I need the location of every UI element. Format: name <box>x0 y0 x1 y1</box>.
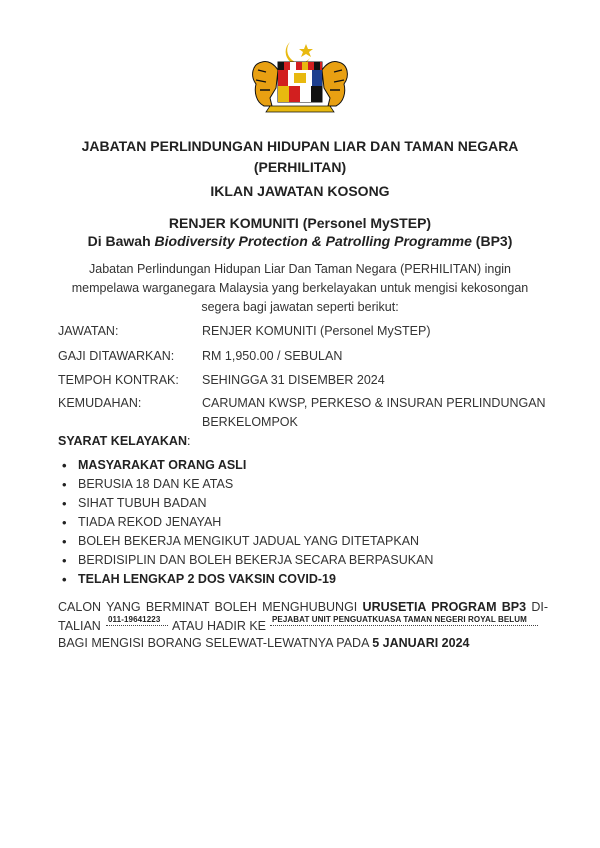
office-name: PEJABAT UNIT PENGUATKUASA TAMAN NEGERI ROYAL BELUM <box>272 615 527 624</box>
deadline-date: 5 JANUARI 2024 <box>372 636 470 650</box>
position-heading <box>40 214 560 250</box>
detail-value: RENJER KOMUNITI (Personel MySTEP) <box>202 324 431 338</box>
contact-line-1: CALON YANG BERMINAT BOLEH MENGHUBUNGI URUSETIA PROGRAM BP3 DI- <box>58 600 548 614</box>
list-item: • TELAH LENGKAP 2 DOS VAKSIN COVID-19 <box>58 570 538 589</box>
contact-line-3: BAGI MENGISI BORANG SELEWAT-LEWATNYA PADA 5 JANUARI 2024 <box>58 636 470 650</box>
department-acronym: (PERHILITAN) <box>253 159 347 175</box>
office-dotted-line <box>270 624 538 626</box>
detail-label: TEMPOH KONTRAK: <box>58 373 179 387</box>
ad-title: IKLAN JAWATAN KOSONG <box>210 183 390 199</box>
list-item: • MASYARAKAT ORANG ASLI <box>58 456 538 475</box>
list-item: • BERDISIPLIN DAN BOLEH BEKERJA SECARA BERPASUKAN <box>58 551 538 570</box>
department-name: JABATAN PERLINDUNGAN HIDUPAN LIAR DAN TAMAN NEGARA <box>81 138 519 154</box>
requirements-heading: SYARAT KELAYAKAN: <box>58 434 191 448</box>
detail-label: KEMUDAHAN: <box>58 396 142 410</box>
detail-label: JAWATAN: <box>58 324 119 338</box>
list-item: • BOLEH BEKERJA MENGIKUT JADUAL YANG DITETAPKAN <box>58 532 538 551</box>
requirements-list <box>58 456 538 589</box>
detail-value: RM 1,950.00 / SEBULAN <box>202 349 343 363</box>
secretariat-name: URUSETIA PROGRAM BP3 <box>362 600 527 614</box>
phone-dotted-line <box>106 624 168 626</box>
programme-line: Di Bawah Biodiversity Protection & Patrolling Programme (BP3) <box>87 233 513 249</box>
list-item: • BERUSIA 18 DAN KE ATAS <box>58 475 538 494</box>
list-item: • SIHAT TUBUH BADAN <box>58 494 538 513</box>
detail-value: CARUMAN KWSP, PERKESO & INSURAN PERLINDUNGAN BERKELOMPOK <box>202 396 546 429</box>
contact-line-2: TALIAN 011-19641223 ATAU HADIR KE PEJABAT UNIT PENGUATKUASA TAMAN NEGERI ROYAL BELUM <box>58 615 548 635</box>
intro-paragraph: Jabatan Perlindungan Hidupan Liar Dan Taman Negara (PERHILITAN) ingin mempelawa warganegara Malaysia yang berkelayakan untuk mengisi kekosongan segera bagi jawatan seperti berikut: <box>71 262 529 314</box>
department-heading <box>40 136 560 178</box>
programme-name: Biodiversity Protection & Patrolling Programme <box>154 233 472 249</box>
detail-value: SEHINGGA 31 DISEMBER 2024 <box>202 373 385 387</box>
phone-number: 011-19641223 <box>108 615 161 624</box>
detail-label: GAJI DITAWARKAN: <box>58 349 175 363</box>
malaysia-coat-of-arms-icon <box>244 40 356 116</box>
list-item: • TIADA REKOD JENAYAH <box>58 513 538 532</box>
position-title: RENJER KOMUNITI (Personel MySTEP) <box>168 215 432 231</box>
